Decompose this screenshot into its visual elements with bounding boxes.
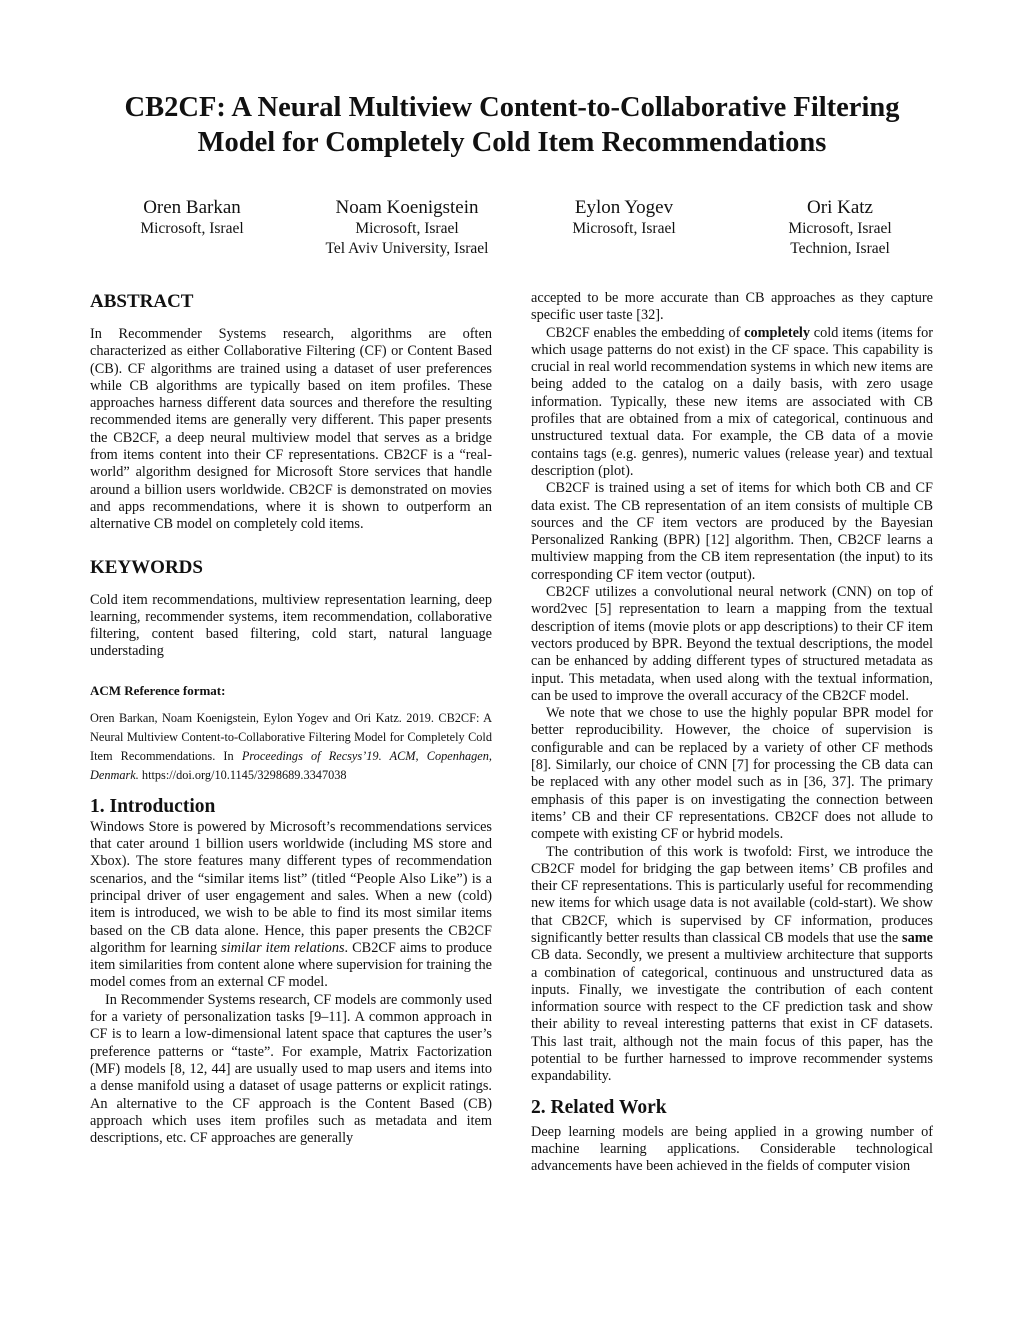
author-block bbox=[509, 196, 739, 239]
author-name: Ori Katz bbox=[807, 197, 873, 218]
title-line-1: CB2CF: A Neural Multiview Content-to-Collaborative Filtering bbox=[124, 92, 900, 123]
intro-text: CB data. Secondly, we present a multiview architecture that supports a combination of categorical, continuous and unstructured data as inputs. Finally, we investigate the contribution of each content information source with respect to the CF prediction task and show their ability to reveal interesting patterns that exist in CF datasets. This last trait, although not the main focus of this paper, has the potential to be further harnessed to improve recommender systems expandability. bbox=[531, 947, 933, 1085]
intro-strong: same bbox=[902, 929, 934, 946]
intro-paragraph bbox=[90, 819, 492, 992]
author-name: Oren Barkan bbox=[143, 197, 241, 218]
intro-paragraph: CB2CF is trained using a set of items for which both CB and CF data exist. The CB representation of an item consists of multiple CB sources and the CF item vectors are produced by the Bayesian Personalized Ranking (BPR) [12] algorithm. Then, CB2CF learns a multiview mapping from the CB item representation (the input) to its corresponding CF item vector (output). bbox=[531, 480, 933, 583]
intro-text: Windows Store is powered by Microsoft’s recommendations services that cater around 1 billion users worldwide (including MS store and Xbox). The store features many different types of recommendation scenarios, and the “similar items list” (titled “People Also Like”) is a principal driver of user engagement and sales. When a new (cold) item is introduced, we wish to be able to find its most similar items based on the CB data alone. Hence, this paper presents the CB2CF algorithm for learning bbox=[90, 818, 492, 956]
intro-text: CB2CF enables the embedding of bbox=[546, 324, 741, 341]
intro-paragraph: accepted to be more accurate than CB approaches as they capture specific user taste [32]. bbox=[531, 290, 933, 324]
intro-strong: completely bbox=[744, 324, 811, 341]
author-affiliation: Microsoft, Israel bbox=[140, 220, 244, 237]
keywords-text: Cold item recommendations, multiview representation learning, deep learning, recommender systems, item recommendation, collaborative filtering, content based filtering, cold start, natural language understading bbox=[90, 591, 492, 660]
author-affiliation: Microsoft, Israel bbox=[355, 220, 459, 237]
author-block bbox=[725, 196, 955, 259]
abstract-text: In Recommender Systems research, algorithms are often characterized as either Collaborative Filtering (CF) or Content Based (CB). CF algorithms are trained using a dataset of user preferences while CB algorithms are typically based on item profiles. These approaches harness different data sources and therefore the resulting recommended items are generally very different. This paper presents the CB2CF, a deep neural multiview model that serves as a bridge from items content into their CF representations. CB2CF is a “real-world” algorithm designed for Microsoft Store services that handle around a billion users worldwide. CB2CF is demonstrated on movies and apps recommendations, where it is shown to outperform an alternative CB model on completely cold items. bbox=[90, 326, 492, 533]
paper-title bbox=[60, 90, 964, 160]
intro-text: The contribution of this work is twofold: First, we introduce the CB2CF model for bridging the gap between items’ CB profiles and their CF representations. This is particularly useful for recommending new items for which usage data is not available (cold-start). We show that CB2CF, which is supervised by CF information, produces significantly better results than classical CB models that use the bbox=[531, 843, 933, 946]
title-line-2: Model for Completely Cold Item Recommendations bbox=[197, 127, 827, 158]
intro-text: cold items (items for which usage patterns do not exist) in the CF space. This capability is crucial in real world recommendation systems in which new items are being added to the catalog on a daily basis, with zero usage information. Typically, these new items are associated with CB profiles that are obtained from a mix of categorical, continuous and unstructured textual data. For example, the CB data of a movie contains tags (e.g. genres), numeric values (release year) and textual description (plot). bbox=[531, 324, 933, 479]
intro-paragraph: CB2CF utilizes a convolutional neural network (CNN) on top of word2vec [5] representation to learn a mapping from the textual description of items (movie plots or app descriptions) to their CF item vectors produced by BPR. Beyond the textual descriptions, the model can be enhanced by adding different types of structured metadata as input. This metadata, when used along with the textual information, can be used to improve the overall accuracy of the CB2CF model. bbox=[531, 584, 933, 704]
left-column bbox=[90, 290, 492, 1147]
doi-link[interactable]: https://doi.org/10.1145/3298689.3347038 bbox=[141, 767, 347, 782]
intro-paragraph bbox=[531, 325, 933, 481]
author-name: Noam Koenigstein bbox=[335, 197, 479, 218]
author-block bbox=[292, 196, 522, 259]
author-name: Eylon Yogev bbox=[574, 197, 674, 218]
related-work-heading: 2. Related Work bbox=[531, 1096, 667, 1118]
right-column bbox=[531, 290, 933, 1176]
intro-emphasis: similar item relations bbox=[221, 939, 345, 956]
keywords-heading: KEYWORDS bbox=[90, 556, 203, 578]
acm-reference-text bbox=[90, 709, 492, 785]
intro-paragraph: We note that we chose to use the highly popular BPR model for better reproducibility. However, the choice of supervision is configurable and can be replaced by a variety of other CF methods [8]. Similarly, our choice of CNN [7] for processing the CB data can be replaced with any other model such as in [36, 37]. The primary emphasis of this paper is on investigating the connection between items’ CB and their CF representations. CB2CF does not allude to compete with existing CF or hybrid models. bbox=[531, 705, 933, 843]
acm-reference-authors: Oren Barkan, Noam Koenigstein, Eylon Yogev and Ori Katz. 2019. CB2CF: A Neural Multiview Content-to-Collaborative Filtering Model for Completely Cold Item Recommendations. In bbox=[90, 710, 492, 763]
acm-reference-heading: ACM Reference format: bbox=[90, 682, 226, 698]
author-affiliation-2: Tel Aviv University, Israel bbox=[325, 240, 489, 257]
intro-paragraph bbox=[531, 844, 933, 1086]
author-affiliation-2: Technion, Israel bbox=[790, 240, 890, 257]
author-affiliation: Microsoft, Israel bbox=[572, 220, 676, 237]
introduction-heading: 1. Introduction bbox=[90, 795, 216, 817]
acm-reference-venue: Proceedings of Recsys’19. ACM, Copenhagen, Denmark. bbox=[90, 748, 492, 782]
related-work-paragraph: Deep learning models are being applied in a growing number of machine learning applications. Considerable technological advancements have been achieved in the fields of computer vision bbox=[531, 1123, 933, 1175]
author-affiliation: Microsoft, Israel bbox=[788, 220, 892, 237]
intro-paragraph: In Recommender Systems research, CF models are commonly used for a variety of personalization tasks [9–11]. A common approach in CF is to learn a low-dimensional latent space that captures the user’s preference patterns or “taste”. For example, Matrix Factorization (MF) models [8, 12, 44] are usually used to map users and items into a dense manifold using a dataset of usage patterns or explicit ratings. An alternative to the CF approach is the Content Based (CB) approach which uses item profiles such as metadata and item descriptions, etc. CF approaches are generally bbox=[90, 991, 492, 1147]
abstract-heading: ABSTRACT bbox=[90, 291, 194, 312]
intro-text: . CB2CF aims to produce item similarities from content alone where supervision for training the model comes from an external CF model. bbox=[90, 939, 492, 991]
author-block bbox=[77, 196, 307, 239]
